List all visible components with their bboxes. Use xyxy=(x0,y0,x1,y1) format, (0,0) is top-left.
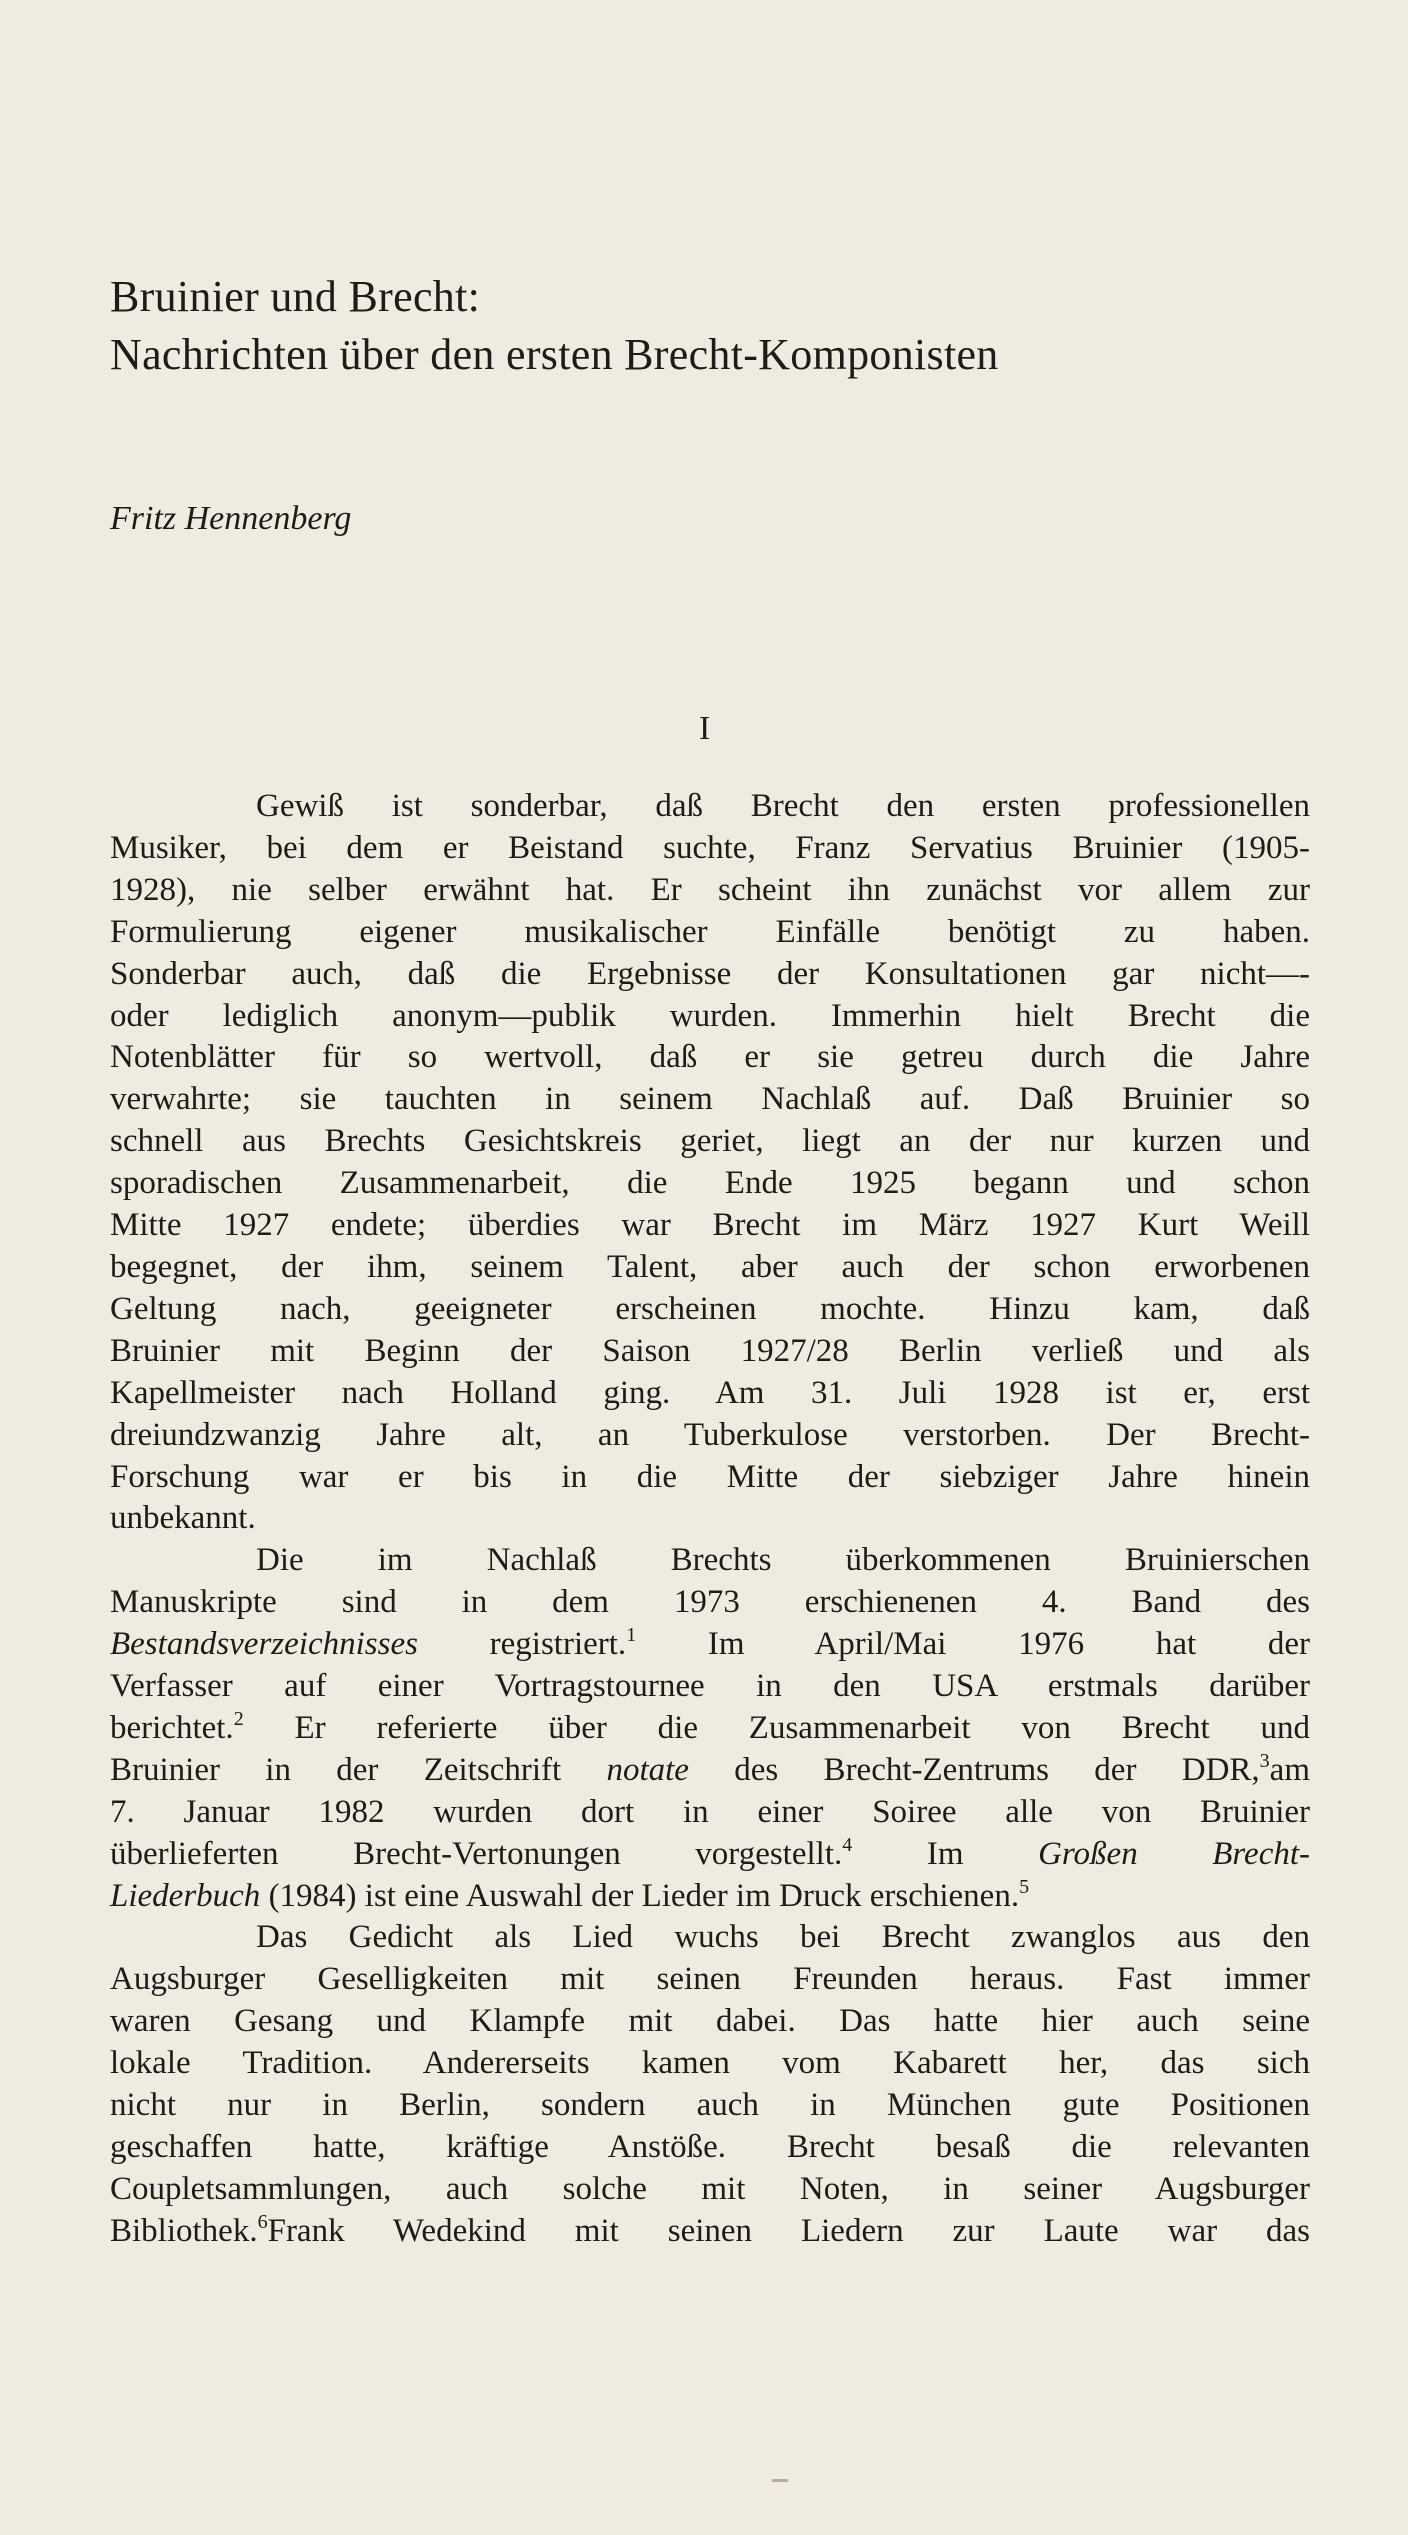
text-line: begegnet, der ihm, seinem Talent, aber auch der schon erworbenen xyxy=(110,1248,1310,1285)
text-line: berichtet.$^2$ Er referierte über die Zusammenarbeit von Brecht und xyxy=(110,1707,1310,1746)
page-mark xyxy=(772,2479,788,2482)
text-line: Bibliothek.$^6$Frank Wedekind mit seinen Liedern zur Laute war das xyxy=(110,2210,1310,2249)
text-line: Notenblätter für so wertvoll, daß er sie getreu durch die Jahre xyxy=(110,1039,1310,1076)
text-line: Liederbuch (1984) ist eine Auswahl der Lieder im Druck erschienen.$^5$ xyxy=(110,1875,1030,1914)
text-line: schnell aus Brechts Gesichtskreis geriet, liegt an der nur kurzen und xyxy=(110,1123,1310,1160)
paragraph-1 xyxy=(110,786,1310,1540)
text-line: Die im Nachlaß Brechts überkommenen Bruinierschen xyxy=(256,1542,1310,1579)
text-line: Forschung war er bis in die Mitte der siebziger Jahre hinein xyxy=(110,1458,1310,1495)
text-line: Bestandsverzeichnisses registriert.$^1$ Im April/Mai 1976 hat der xyxy=(110,1624,1310,1663)
title-line-1: Bruinier und Brecht: xyxy=(110,272,481,321)
footnote-ref: 1 xyxy=(626,1624,637,1647)
footnote-ref: 2 xyxy=(233,1707,244,1730)
text-line: 1928), nie selber erwähnt hat. Er scheint ihn zunächst vor allem zur xyxy=(110,871,1310,908)
text-line: überlieferten Brecht-Vertonungen vorgestellt.$^4$ Im Großen Brecht- xyxy=(110,1833,1310,1872)
text-line: Coupletsammlungen, auch solche mit Noten, in seiner Augsburger xyxy=(110,2170,1310,2207)
text-line: lokale Tradition. Andererseits kamen vom Kabarett her, das sich xyxy=(110,2045,1310,2082)
text-line: nicht nur in Berlin, sondern auch in München gute Positionen xyxy=(110,2087,1310,2124)
text-line: waren Gesang und Klampfe mit dabei. Das hatte hier auch seine xyxy=(110,2003,1310,2040)
paragraph-3 xyxy=(110,1917,1310,2252)
text-line: geschaffen hatte, kräftige Anstöße. Brecht besaß die relevanten xyxy=(110,2129,1310,2165)
text-line: Geltung nach, geeigneter erscheinen mochte. Hinzu kam, daß xyxy=(110,1290,1310,1327)
text-line: Bruinier in der Zeitschrift notate des Brecht-Zentrums der DDR,$^3$am xyxy=(110,1749,1310,1788)
text-line: Mitte 1927 endete; überdies war Brecht im März 1927 Kurt Weill xyxy=(110,1207,1310,1244)
text-line: Bruinier mit Beginn der Saison 1927/28 Berlin verließ und als xyxy=(110,1332,1310,1369)
section-number: I xyxy=(699,710,711,747)
article-title xyxy=(110,268,1310,384)
footnote-ref: 4 xyxy=(842,1833,853,1856)
italic-title: Bestandsverzeichnisses xyxy=(110,1626,418,1663)
footnote-ref: 5 xyxy=(1019,1875,1030,1898)
italic-title: Liederbuch xyxy=(110,1877,261,1914)
author-name: Fritz Hennenberg xyxy=(110,500,352,537)
text-line: Das Gedicht als Lied wuchs bei Brecht zwanglos aus den xyxy=(256,1919,1310,1956)
text-line: dreiundzwanzig Jahre alt, an Tuberkulose verstorben. Der Brecht- xyxy=(110,1416,1310,1453)
paragraph-2 xyxy=(110,1540,1310,1917)
text-line: Sonderbar auch, daß die Ergebnisse der Konsultationen gar nicht—- xyxy=(110,955,1310,992)
footnote-ref: 6 xyxy=(257,2210,268,2233)
text-line: 7. Januar 1982 wurden dort in einer Soiree alle von Bruinier xyxy=(110,1793,1310,1830)
text-line: oder lediglich anonym—publik wurden. Immerhin hielt Brecht die xyxy=(110,997,1310,1034)
text-line: verwahrte; sie tauchten in seinem Nachlaß auf. Daß Bruinier so xyxy=(110,1081,1310,1118)
italic-title: notate xyxy=(606,1751,689,1788)
footnote-ref: 3 xyxy=(1259,1749,1270,1772)
italic-title: Großen Brecht- xyxy=(1038,1835,1310,1872)
text-line: Formulierung eigener musikalischer Einfälle benötigt zu haben. xyxy=(110,913,1310,950)
text-line: unbekannt. xyxy=(110,1500,256,1537)
text-line: Augsburger Geselligkeiten mit seinen Freunden heraus. Fast immer xyxy=(110,1961,1310,1998)
article-body xyxy=(110,786,1310,2253)
text-line: sporadischen Zusammenarbeit, die Ende 1925 begann und schon xyxy=(110,1165,1310,1202)
title-line-2: Nachrichten über den ersten Brecht-Komponisten xyxy=(110,330,999,379)
text-line: Kapellmeister nach Holland ging. Am 31. Juli 1928 ist er, erst xyxy=(110,1374,1310,1411)
text-line: Gewiß ist sonderbar, daß Brecht den ersten professionellen xyxy=(256,788,1310,824)
text-line: Verfasser auf einer Vortragstournee in den USA erstmals darüber xyxy=(110,1668,1310,1705)
text-line: Musiker, bei dem er Beistand suchte, Franz Servatius Bruinier (1905- xyxy=(110,829,1310,866)
text-line: Manuskripte sind in dem 1973 erschienenen 4. Band des xyxy=(110,1584,1310,1621)
